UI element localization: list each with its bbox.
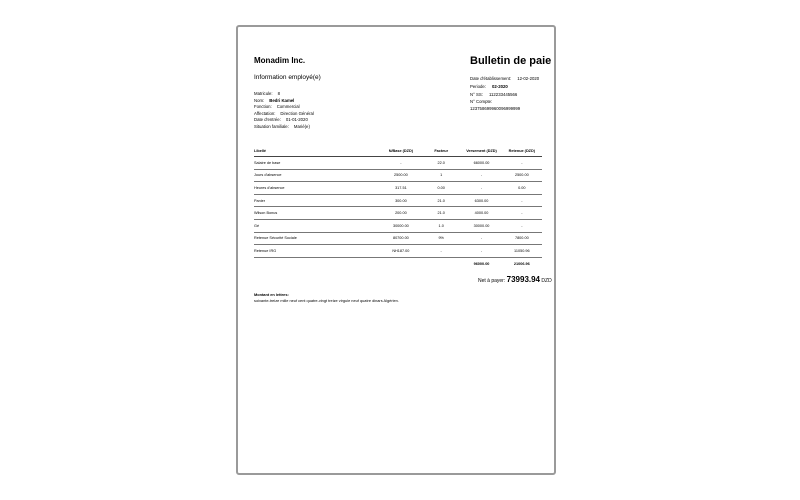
payslip-page (236, 25, 556, 475)
employee-info (254, 91, 314, 131)
document-title: Bulletin de paie (470, 55, 552, 67)
table-cell: 300.00 (381, 194, 421, 207)
table-cell: - (502, 194, 542, 207)
table-row (254, 194, 542, 207)
table-row (254, 169, 542, 182)
table-row (254, 182, 542, 195)
employee-section-title: Information employé(e) (254, 74, 321, 81)
table-cell: - (502, 157, 542, 170)
total-versement: 96000.00 (473, 261, 490, 266)
amount-in-words-label: Montant en lettres: (254, 292, 289, 297)
table-cell: Salaire de base (254, 157, 381, 170)
totals-row (254, 257, 542, 269)
column-header: Libellé (254, 146, 381, 157)
table-cell: - (502, 219, 542, 232)
table-cell: 1.0 (421, 219, 461, 232)
meta-field: N° Compte: (470, 99, 493, 105)
table-cell: 4000.00 (461, 207, 501, 220)
column-header: Versement (DZD) (461, 146, 501, 157)
meta-field: Periode: 02-2020 (470, 83, 508, 89)
account-number: 123758699960096999999 (470, 106, 521, 112)
table-cell: 6300.00 (461, 194, 501, 207)
net-label: Net à payer: (478, 278, 506, 284)
net-currency: DZD (541, 278, 552, 284)
table-row (254, 232, 542, 245)
column-header: Facteur (421, 146, 461, 157)
meta-field: Date d'établissement: 12-02-2020 (470, 76, 540, 81)
table-cell: Panier (254, 194, 381, 207)
table-cell: Retenue Sécurité Sociale (254, 232, 381, 245)
table-cell: Gé (254, 219, 381, 232)
table-cell: Jours d'absence (254, 169, 381, 182)
table-cell: - (461, 232, 501, 245)
table-cell: - (461, 245, 501, 258)
table-cell: 0.00 (421, 182, 461, 195)
employee-field: Matricule: 8 (254, 91, 281, 96)
column-header: N/Base (DZD) (381, 146, 421, 157)
table-cell: 2500.00 (502, 169, 542, 182)
table-cell: 80700.00 (381, 232, 421, 245)
table-cell: - (461, 169, 501, 182)
table-cell: - (381, 157, 421, 170)
table-row (254, 219, 542, 232)
employee-field: Nom: Bedri Kamel (254, 97, 295, 103)
meta-field: N° SS: 112233445566 (470, 91, 518, 97)
column-header: Retenue (DZD) (502, 146, 542, 157)
table-cell: 21.0 (421, 207, 461, 220)
table-cell: 200.00 (381, 207, 421, 220)
table-cell: - (461, 182, 501, 195)
table-row (254, 207, 542, 220)
company-name: Monadim Inc. (254, 56, 306, 65)
employee-field: Fonction: Commercial (254, 104, 300, 110)
table-cell: 317.51 (381, 182, 421, 195)
table-cell: 1 (421, 169, 461, 182)
table-cell: 30000.00 (461, 219, 501, 232)
table-header-row (254, 146, 542, 157)
table-row (254, 157, 542, 170)
table-cell (381, 257, 421, 269)
table-cell: 21.0 (421, 194, 461, 207)
table-row (254, 245, 542, 258)
table-cell: 66000.00 (461, 157, 501, 170)
table-cell: Heures d'absence (254, 182, 381, 195)
total-retenue: 21006.96 (513, 261, 530, 266)
amount-in-words (254, 292, 399, 303)
employee-field: Affectation: Direction Général (254, 110, 314, 116)
table-cell: Wilson Bonus (254, 207, 381, 220)
table-cell: - (502, 207, 542, 220)
net-to-pay (478, 275, 552, 284)
net-amount: 73993.94 (506, 275, 541, 284)
table-cell (421, 257, 461, 269)
payslip-meta (470, 75, 539, 111)
table-cell: 9% (421, 232, 461, 245)
table-cell: 22.0 (421, 157, 461, 170)
table-cell: 0.00 (502, 182, 542, 195)
table-cell: NH187.00 (381, 245, 421, 258)
table-cell: 11050.96 (502, 245, 542, 258)
table-cell (254, 257, 381, 269)
table-cell: - (421, 245, 461, 258)
table-cell: 2500.00 (381, 169, 421, 182)
amount-in-words-text: soixante-treize mille neuf cent quatre-vingt treize virgule neuf quatre dinars Algérien. (254, 297, 399, 303)
payslip-table (254, 146, 542, 269)
employee-field: Date d'entrée: 01-01-2020 (254, 117, 308, 123)
employee-field: Situation familiale: Marié(e) (254, 123, 310, 129)
table-cell: 7800.00 (502, 232, 542, 245)
table-cell: Retenue IRG (254, 245, 381, 258)
table-cell: 30000.00 (381, 219, 421, 232)
